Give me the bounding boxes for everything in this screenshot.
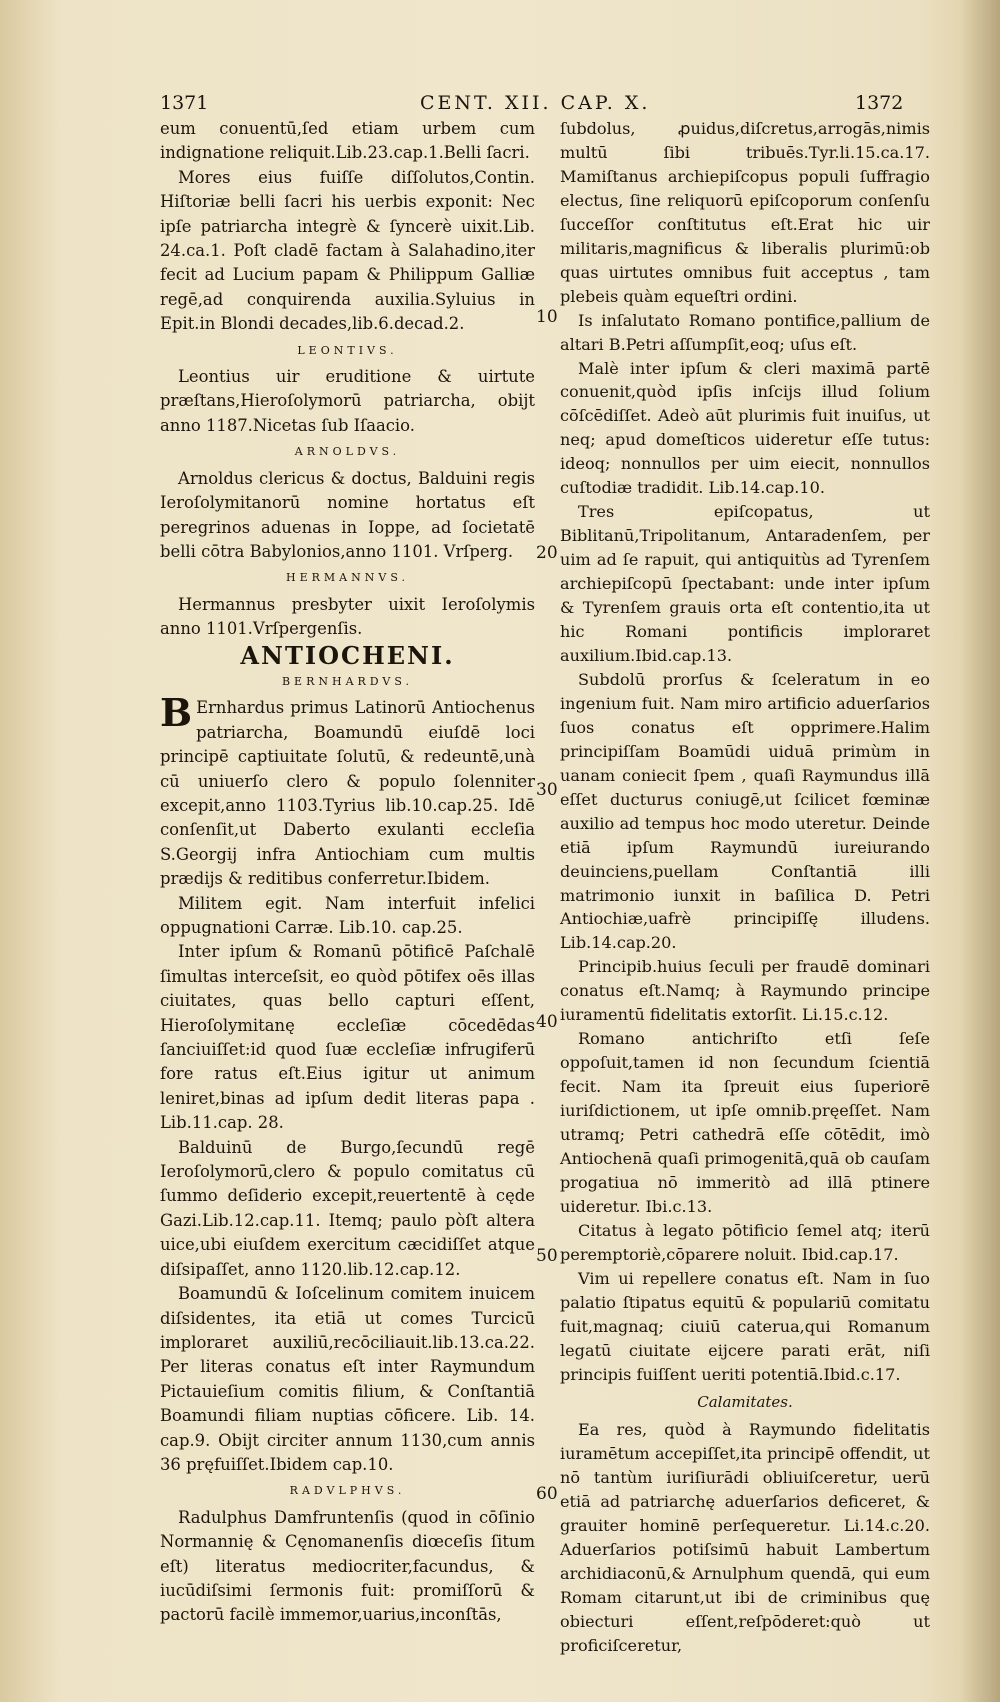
paragraph: Arnoldus clericus & doctus, Balduini regis Ieroſolymitanorū nomine hortatus eſt peregrinos aduenas in Ioppe, ad ſocietatē belli cōtra Babylonios,anno 1101. Vrſperg. bbox=[160, 468, 535, 561]
paragraph: Romano antichriſto etſi ſeſe oppoſuit,tamen id non ſecundum ſcientiā fecit. Nam ita ſpreuit eius ſuperiorē iuriſdictionem, ut ipſe omnib.pręeſſet. Nam utramq; Petri cathedrā eſſe cōtēdit, imò Antiochenā quaſi primogenitā,quā ob cauſam progatiua nō immeritò ad illā ptinere uideretur. Ibi.c.13. bbox=[560, 1029, 930, 1216]
paragraph: Tres epiſcopatus, ut Biblitanū,Tripolitanum, Antaradenſem, per uim ad ſe rapuit, qui antiquitùs ad Tyrenſem archiepiſcopū ſpectabant: unde inter ipſum & Tyrenſem grauis orta eſt contentio,ita ut hic Romani pontificis imploraret auxilium.Ibid.cap.13. bbox=[560, 502, 930, 665]
paragraph: Citatus à legato pōtificio ſemel atq; iterū peremptoriè,cōparere noluit. Ibid.cap.17. bbox=[560, 1220, 930, 1264]
right-text-column bbox=[560, 117, 930, 1658]
left-page-number: 1371 bbox=[160, 92, 209, 114]
line-number: 10 bbox=[536, 307, 558, 327]
paragraph: ſubdolus, ꝓuidus,diſcretus,arrogās,nimis multū ſibi tribuēs.Tyr.li.15.ca.17. Mamiſtanus archiepiſcopus populi ſuffragio electus, ſine reliquorū epiſcoporum conſenſu ſucceſſor conſtitutus eſt.Erat hic uir militaris,magnificus & liberalis plurimū:ob quas uirtutes omnibus fuit acceptus , tam plebeis quàm equeſtri ordini. bbox=[560, 119, 930, 306]
paragraph: Is inſalutato Romano pontifice,pallium de altari B.Petri aſſumpſit,eoq; uſus eſt. bbox=[560, 310, 930, 354]
paragraph: Leontius uir eruditione & uirtute præſtans,Hieroſolymorū patriarcha, obijt anno 1187.Nicetas ſub Iſaacio. bbox=[160, 367, 535, 435]
paragraph: Hermannus presbyter uixit Ieroſolymis anno 1101.Vrſpergenſis. bbox=[160, 594, 535, 639]
page-edge-shadow bbox=[960, 0, 1000, 1702]
paragraph: Ea res, quòd à Raymundo fidelitatis iuramētum accepiſſet,ita principē offendit, ut nō tantùm iuriſiurādi obliuiſceretur, uerū etiā ad patriarchę aduerſarios deficeret, & grauiter hominē perſequeretur. Li.14.c.20. Aduerſarios potiſsimū habuit Lambertum archidiaconū,& Arnulphum quendā, qui eum Romam citarunt,ut ibi de criminibus quę obiecturi eſſent,reſpōderet:quò ut proficiſceretur, bbox=[560, 1420, 930, 1656]
paragraph-text: Ernhardus primus Latinorū Antiochenus patriarcha, Boamundū eiuſdē loci principē captiuitate ſolutū, & redeuntē,unà cū uniuerſo clero & populo ſolenniter excepit,anno 1103.Tyrius lib.10.cap.25. Idē conſenſit,ut Daberto exulanti eccleſia S.Georgij infra Antiochiam cum multis prædijs & reditibus conferretur.Ibidem. bbox=[160, 698, 535, 889]
right-page-number: 1372 bbox=[855, 92, 904, 114]
paragraph: Mores eius fuiſſe diſſolutos,Contin. Hiſtoriæ belli ſacri his uerbis exponit: Nec ipſe patriarcha integrè & ſyncerè uixit.Lib. 24.ca.1. Poſt cladē factam à Salahadino,iter fecit ad Lucium papam & Philippum Galliæ regē,ad conquirenda auxilia.Syluius in Epit.in Blondi decades,lib.6.decad.2. bbox=[160, 167, 535, 334]
line-number: 60 bbox=[536, 1484, 558, 1504]
entry-heading: RADVLPHVS. bbox=[289, 1484, 406, 1498]
section-heading: ANTIOCHENI. bbox=[240, 640, 455, 670]
paragraph: Radulphus Damfruntenſis (quod in cōſinio Normannię & Cęnomanenſis diœceſis ſitum eſt) literatus mediocriter,facundus, & iucūdiſsimi ſermonis fuit: promiſſorū & pactorū facilè immemor,uarius,inconſtās, bbox=[160, 1507, 535, 1625]
paragraph bbox=[160, 690, 535, 891]
paragraph: eum conuentū,ſed etiam urbem cum indignatione reliquit.Lib.23.cap.1.Belli ſacri. bbox=[160, 119, 535, 163]
paragraph: Malè inter ipſum & cleri maximā partē conuenit,quòd ipſis inſcijs illud ſolium cōſcēdiſſet. Adeò aūt plurimis fuit inuiſus, ut neq; apud domeſticos uideretur eſſe tutus: ideoq; nonnullos per uim eiecit, nonnullos cuſtodiæ tradidit. Lib.14.cap.10. bbox=[560, 358, 930, 498]
paragraph: Inter ipſum & Romanū pōtificē Paſchalē ſimultas interceſsit, eo quòd pōtifex oēs illas ciuitates, quas bello capturi eſſent, Hieroſolymitanę eccleſiæ cōcedēdas ſanciuiſſet:id quod ſuæ eccleſiæ infrugiferū fore ratus eſt.Eius igitur ut animum leniret,binas ad ipſum dedit literas papa . Lib.11.cap. 28. bbox=[160, 942, 535, 1133]
line-number: 50 bbox=[536, 1246, 558, 1266]
drop-cap: B bbox=[160, 690, 193, 736]
paragraph: Balduinū de Burgo,ſecundū regē Ieroſolymorū,clero & populo comitatus cū ſummo deſiderio excepit,reuertentē à cęde Gazi.Lib.12.cap.11. Itemq; paulo pòſt altera uice,ubi eiuſdem exercitum cæcidiſſet atque diſsipaſſet, anno 1120.lib.12.cap.12. bbox=[160, 1137, 535, 1279]
entry-heading: ARNOLDVS. bbox=[294, 445, 401, 459]
paragraph: Boamundū & Ioſcelinum comitem inuicem diſsidentes, ita etiā ut comes Turcicū imploraret auxiliū,recōciliauit.lib.13.ca.22. Per literas conatus eſt inter Raymundum Pictauieſium comitis filium, & Conſtantiā Boamundi filiam nuptias cōficere. Lib. 14. cap.9. Obijt circiter annum 1130,cum annis 36 pręfuiſſet.Ibidem cap.10. bbox=[160, 1284, 535, 1474]
left-text-column bbox=[160, 117, 535, 1628]
paragraph: Militem egit. Nam interfuit infelici oppugnationi Carræ. Lib.10. cap.25. bbox=[160, 893, 535, 937]
paragraph: Principib.huius ſeculi per fraudē dominari conatus eſt.Namq; à Raymundo principe iuramentū fidelitatis extorſit. Li.15.c.12. bbox=[560, 957, 930, 1025]
paragraph: Vim ui repellere conatus eſt. Nam in ſuo palatio ſtipatus equitū & populariū comitatu fuit,magnaq; ciuiū caterua,qui Romanum legatū ciuitate eijcere parati erāt, niſi principis fuiſſent ueriti potentiā.Ibid.c.17. bbox=[560, 1268, 930, 1384]
line-number: 20 bbox=[536, 543, 558, 563]
line-number: 40 bbox=[536, 1012, 558, 1032]
running-title: CENT. XII. CAP. X. bbox=[420, 92, 651, 114]
entry-heading: LEONTIVS. bbox=[297, 343, 398, 357]
entry-heading: HERMANNVS. bbox=[286, 571, 409, 585]
paragraph: Subdolū prorſus & ſceleratum in eo ingenium fuit. Nam miro artificio aduerſarios ſuos conatus eſt opprimere.Halim principiſſam Boamūdi uiduā primùm in uanam coniecit ſpem , quaſi Raymundus illā eſſet ducturus coniugē,ut ſcilicet fœminæ auxilio ad tempus hoc modo uteretur. Deinde etiā ipſum Raymundū iureiurando deuinciens,puellam Conſtantiā illi matrimonio iunxit in baſilica D. Petri Antiochiæ,uafrè principiſſę illudens. Lib.14.cap.20. bbox=[560, 669, 930, 953]
entry-heading: BERNHARDVS. bbox=[281, 674, 414, 688]
side-heading: Calamitates. bbox=[697, 1392, 793, 1411]
line-number: 30 bbox=[536, 780, 558, 800]
